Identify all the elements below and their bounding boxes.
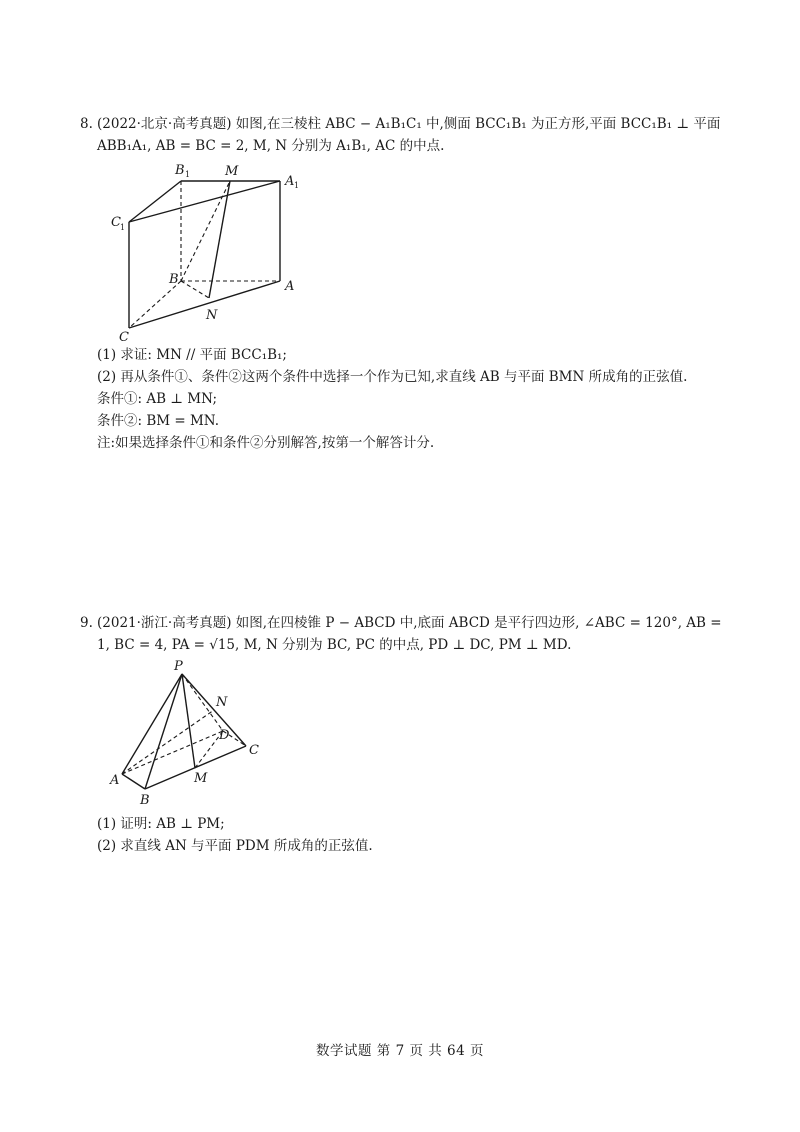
problem-9-number: 9.	[80, 615, 93, 631]
label-b1: B	[175, 163, 185, 178]
label-m: M	[194, 771, 208, 786]
problem-8-question-1: (1) 求证: MN // 平面 BCC₁B₁;	[97, 347, 287, 363]
page-footer: 数学试题 第 7 页 共 64 页	[315, 1043, 484, 1059]
label-b: B	[140, 793, 150, 808]
label-a: A	[285, 279, 295, 294]
label-a: A	[110, 773, 120, 788]
label-b1-sub: 1	[185, 170, 191, 179]
quadrilateral-pyramid-figure	[110, 658, 270, 808]
label-m: M	[225, 164, 239, 179]
problem-8-condition-1: 条件①: AB ⊥ MN;	[97, 391, 217, 407]
label-p: P	[174, 659, 183, 674]
problem-9-statement-line-1: (2021·浙江·高考真题) 如图,在四棱锥 P − ABCD 中,底面 ABCD 是平行四边形, ∠ABC = 120°, AB =	[97, 615, 722, 631]
problem-8-number: 8.	[80, 116, 93, 132]
problem-8-condition-2: 条件②: BM = MN.	[97, 413, 220, 429]
problem-8-note: 注:如果选择条件①和条件②分别解答,按第一个解答计分.	[97, 435, 435, 451]
problem-8-question-2: (2) 再从条件①、条件②这两个条件中选择一个作为已知,求直线 AB 与平面 BMN 所成角的正弦值.	[97, 369, 688, 385]
label-a1-sub: 1	[294, 181, 300, 190]
label-c: C	[249, 743, 259, 758]
problem-8-statement-line-2: ABB₁A₁, AB = BC = 2, M, N 分别为 A₁B₁, AC 的中点.	[97, 138, 445, 154]
label-n: N	[216, 695, 228, 710]
label-d: D	[219, 728, 230, 743]
problem-9-question-1: (1) 证明: AB ⊥ PM;	[97, 816, 225, 832]
label-c1-sub: 1	[120, 223, 126, 232]
problem-9-question-2: (2) 求直线 AN 与平面 PDM 所成角的正弦值.	[97, 838, 373, 854]
label-c: C	[119, 330, 129, 345]
problem-8-statement-line-1: (2022·北京·高考真题) 如图,在三棱柱 ABC − A₁B₁C₁ 中,侧面 BCC₁B₁ 为正方形,平面 BCC₁B₁ ⊥ 平面	[97, 116, 721, 132]
problem-9-statement-line-2: 1, BC = 4, PA = √15, M, N 分别为 BC, PC 的中点, PD ⊥ DC, PM ⊥ MD.	[97, 637, 572, 653]
label-c1: C	[111, 215, 121, 230]
label-n: N	[206, 308, 218, 323]
label-b: B	[169, 272, 179, 287]
triangular-prism-figure	[105, 158, 305, 343]
label-a1: A	[285, 174, 295, 189]
